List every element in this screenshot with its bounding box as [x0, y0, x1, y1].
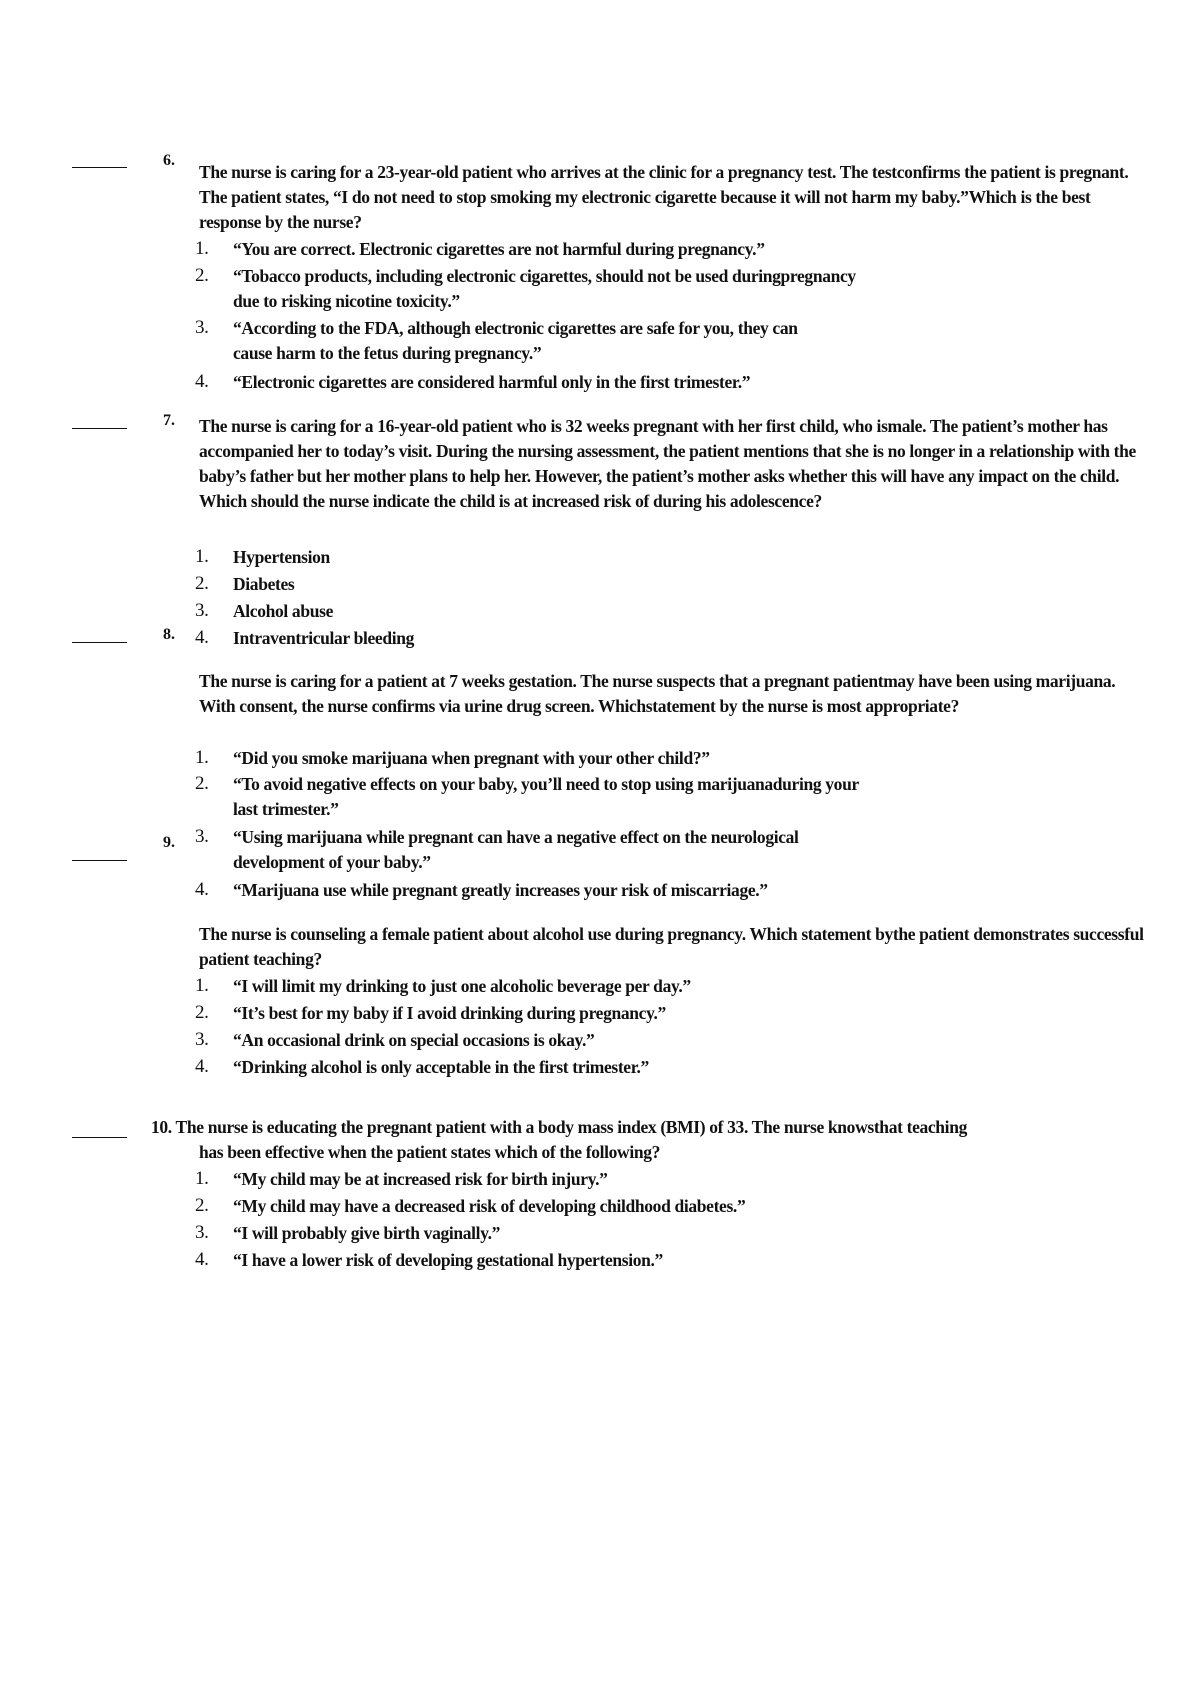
- answer-option: [195, 772, 1095, 822]
- answer-option: [195, 825, 1095, 875]
- option-number: 2.: [195, 773, 209, 794]
- answer-option: [195, 1001, 1095, 1026]
- option-number: 1.: [195, 238, 209, 259]
- option-text: “I will limit my drinking to just one alcoholic beverage per day.”: [233, 976, 691, 996]
- answer-option: [195, 974, 1095, 999]
- option-text: “Electronic cigarettes are considered harmful only in the first trimester.”: [233, 372, 751, 392]
- option-text: Alcohol abuse: [233, 601, 333, 621]
- option-text-continued: due to risking nicotine toxicity.”: [233, 291, 460, 311]
- answer-option: [195, 746, 1095, 771]
- option-number: 3.: [195, 1029, 209, 1050]
- answer-option: [195, 264, 1095, 314]
- answer-option: [195, 1194, 1095, 1219]
- answer-option: [195, 316, 1095, 366]
- answer-option: [195, 626, 1095, 651]
- question-stem-first-line: The nurse is educating the pregnant patient with a body mass index (BMI) of 33. The nurse knowsthat teaching: [175, 1117, 967, 1137]
- option-text: Diabetes: [233, 574, 295, 594]
- option-text: “Marijuana use while pregnant greatly increases your risk of miscarriage.”: [233, 880, 768, 900]
- question-number: 10.: [151, 1117, 172, 1137]
- answer-option: [195, 1221, 1095, 1246]
- option-text: Intraventricular bleeding: [233, 628, 414, 648]
- option-text: “Did you smoke marijuana when pregnant with your other child?”: [233, 748, 710, 768]
- answer-option: [195, 237, 1095, 262]
- question-number: 7.: [163, 412, 175, 429]
- option-text: “I have a lower risk of developing gestational hypertension.”: [233, 1250, 663, 1270]
- option-text: “To avoid negative effects on your baby, you’ll need to stop using marijuanaduring your: [233, 774, 859, 794]
- option-text: “Using marijuana while pregnant can have a negative effect on the neurological: [233, 827, 799, 847]
- option-number: 4.: [195, 627, 209, 648]
- option-number: 4.: [195, 371, 209, 392]
- question-stem: The nurse is caring for a 16-year-old patient who is 32 weeks pregnant with her first child, who ismale. The patient’s mother has accompanied her to today’s visit. During the nursing assessment, the patient mentions that she is no longer in a relationship with the baby’s father but her mother plans to help her. However, the patient’s mother asks whether this will have any impact on the child. Which should the nurse indicate the child is at increased risk of during his adolescence?: [199, 416, 1136, 511]
- question-stem: The nurse is counseling a female patient about alcohol use during pregnancy. Which statement bythe patient demonstrates successful patient teaching?: [199, 924, 1144, 969]
- answer-option: [195, 370, 1095, 395]
- question-stem: The nurse is caring for a patient at 7 weeks gestation. The nurse suspects that a pregnant patientmay have been using marijuana. With consent, the nurse confirms via urine drug screen. Whichstatement by the nurse is most appropriate?: [199, 671, 1116, 716]
- answer-option: [195, 1028, 1095, 1053]
- answer-blank-6[interactable]: [72, 167, 127, 168]
- answer-option: [195, 878, 1095, 903]
- option-text: “My child may be at increased risk for birth injury.”: [233, 1169, 608, 1189]
- answer-blank-7[interactable]: [72, 428, 127, 429]
- answer-option: [195, 599, 1095, 624]
- option-text: “I will probably give birth vaginally.”: [233, 1223, 501, 1243]
- question-number: 8.: [163, 626, 175, 643]
- question-stem: The nurse is caring for a 23-year-old patient who arrives at the clinic for a pregnancy test. The testconfirms the patient is pregnant. The patient states, “I do not need to stop smoking my electronic cigarette because it will not harm my baby.”Which is the best response by the nurse?: [199, 162, 1129, 232]
- answer-option: [195, 1055, 1095, 1080]
- option-number: 2.: [195, 573, 209, 594]
- option-text: “According to the FDA, although electronic cigarettes are safe for you, they can: [233, 318, 798, 338]
- option-number: 1.: [195, 546, 209, 567]
- option-text: Hypertension: [233, 547, 330, 567]
- answer-option: [195, 1167, 1095, 1192]
- option-text: “Drinking alcohol is only acceptable in the first trimester.”: [233, 1057, 649, 1077]
- answer-option: [195, 572, 1095, 597]
- answer-option: [195, 545, 1095, 570]
- option-text: “You are correct. Electronic cigarettes are not harmful during pregnancy.”: [233, 239, 765, 259]
- option-text: “It’s best for my baby if I avoid drinking during pregnancy.”: [233, 1003, 666, 1023]
- option-number: 4.: [195, 1249, 209, 1270]
- option-number: 2.: [195, 1002, 209, 1023]
- option-text: “My child may have a decreased risk of developing childhood diabetes.”: [233, 1196, 746, 1216]
- option-number: 3.: [195, 317, 209, 338]
- option-text-continued: development of your baby.”: [233, 852, 431, 872]
- option-number: 1.: [195, 1168, 209, 1189]
- option-number: 1.: [195, 747, 209, 768]
- option-number: 3.: [195, 600, 209, 621]
- answer-blank-10[interactable]: [72, 1137, 127, 1138]
- answer-blank-8[interactable]: [72, 642, 127, 643]
- option-text: “An occasional drink on special occasions is okay.”: [233, 1030, 595, 1050]
- question-number: 6.: [163, 152, 175, 169]
- question-number: 9.: [163, 834, 175, 851]
- option-number: 1.: [195, 975, 209, 996]
- answer-option: [195, 1248, 1095, 1273]
- option-number: 3.: [195, 1222, 209, 1243]
- option-text-continued: last trimester.”: [233, 799, 339, 819]
- option-number: 4.: [195, 1056, 209, 1077]
- question-stem: [151, 1115, 1149, 1165]
- option-text-continued: cause harm to the fetus during pregnancy.”: [233, 343, 542, 363]
- answer-blank-9[interactable]: [72, 860, 127, 861]
- option-number: 3.: [195, 826, 209, 847]
- option-number: 2.: [195, 1195, 209, 1216]
- option-number: 2.: [195, 265, 209, 286]
- option-number: 4.: [195, 879, 209, 900]
- option-text: “Tobacco products, including electronic cigarettes, should not be used duringpregnancy: [233, 266, 856, 286]
- question-stem-continued: has been effective when the patient states which of the following?: [199, 1142, 661, 1162]
